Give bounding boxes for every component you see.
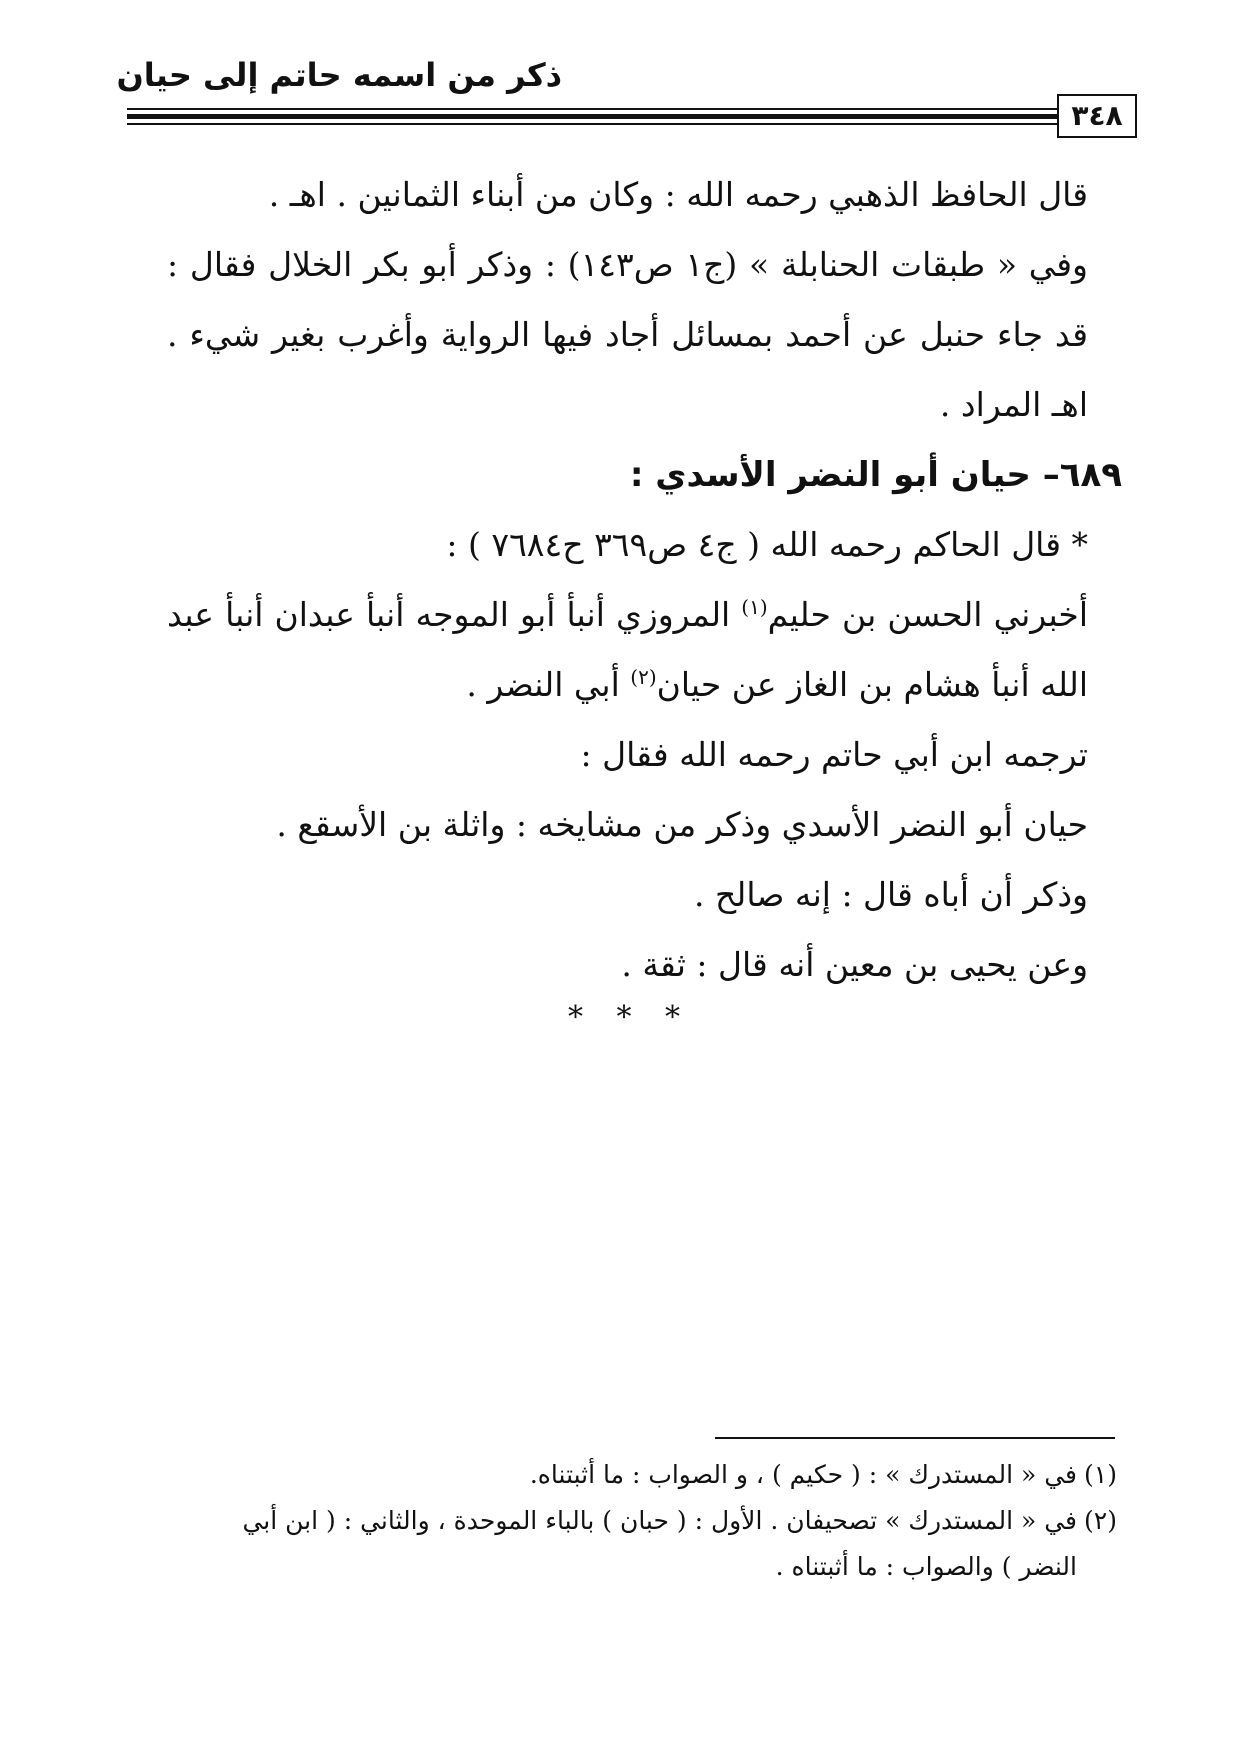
page-number: ٣٤٨: [1057, 94, 1137, 138]
footnote-marker-2: (٢): [630, 665, 657, 689]
entry-heading: ٦٨٩– حيان أبو النضر الأسدي :: [629, 455, 1122, 495]
isnad-part-1: أخبرني الحسن بن حليم: [767, 595, 1088, 634]
paragraph-dhahabi: قال الحافظ الذهبي رحمه الله : وكان من أبناء الثمانين . اهـ .: [268, 175, 1088, 214]
paragraph-father-saalih: وذكر أن أباه قال : إنه صالح .: [694, 875, 1088, 914]
footnote-1-text: في « المستدرك » : ( حكيم ) ، و الصواب : ما أثبتناه.: [529, 1460, 1077, 1489]
header-rule-bottom: [127, 123, 1057, 125]
footnote-1-number: (١): [1084, 1460, 1117, 1489]
footnote-2-number: (٢): [1084, 1506, 1117, 1535]
paragraph-tabaqat: وفي « طبقات الحنابلة » (ج١ ص١٤٣) : وذكر أبو بكر الخلال فقال : قد جاء حنبل عن أحمد بمسائل أجاد فيها الرواية وأغرب بغير شيء . اهـ المراد .: [167, 245, 1088, 424]
paragraph-ibn-maeen: وعن يحيى بن معين أنه قال : ثقة .: [621, 945, 1088, 984]
footnote-2-text: في « المستدرك » تصحيفان . الأول : ( حبان ) بالباء الموحدة ، والثاني : ( ابن أبي: [242, 1506, 1077, 1535]
footnote-2: [167, 1498, 1117, 1544]
footnotes: [167, 1452, 1117, 1590]
section-separator: * * *: [567, 1000, 693, 1035]
paragraph-isnad: [167, 580, 1122, 720]
running-title: ذكر من اسمه حاتم إلى حيان: [116, 56, 562, 94]
isnad-part-3: أبي النضر .: [466, 665, 631, 704]
footnote-rule: [715, 1437, 1115, 1439]
main-text: [167, 160, 1122, 1000]
paragraph-mashayikh: حيان أبو النضر الأسدي وذكر من مشايخه : واثلة بن الأسقع .: [276, 805, 1088, 844]
isnad-part-2: المروزي أنبأ أبو الموجه أنبأ عبدان أنبأ عبد الله أنبأ هشام بن الغاز عن حيان: [167, 595, 1088, 704]
footnote-1: [167, 1452, 1117, 1498]
paragraph-hakim-ref: * قال الحاكم رحمه الله ( ج٤ ص٣٦٩ ح٧٦٨٤ ) :: [446, 525, 1088, 564]
header-rule-middle: [127, 114, 1057, 119]
header-rule-top: [127, 108, 1057, 110]
footnote-marker-1: (١): [741, 595, 768, 619]
footnote-2-continuation: النضر ) والصواب : ما أثبتناه .: [775, 1552, 1077, 1581]
paragraph-ibn-abi-hatim: ترجمه ابن أبي حاتم رحمه الله فقال :: [580, 735, 1088, 774]
